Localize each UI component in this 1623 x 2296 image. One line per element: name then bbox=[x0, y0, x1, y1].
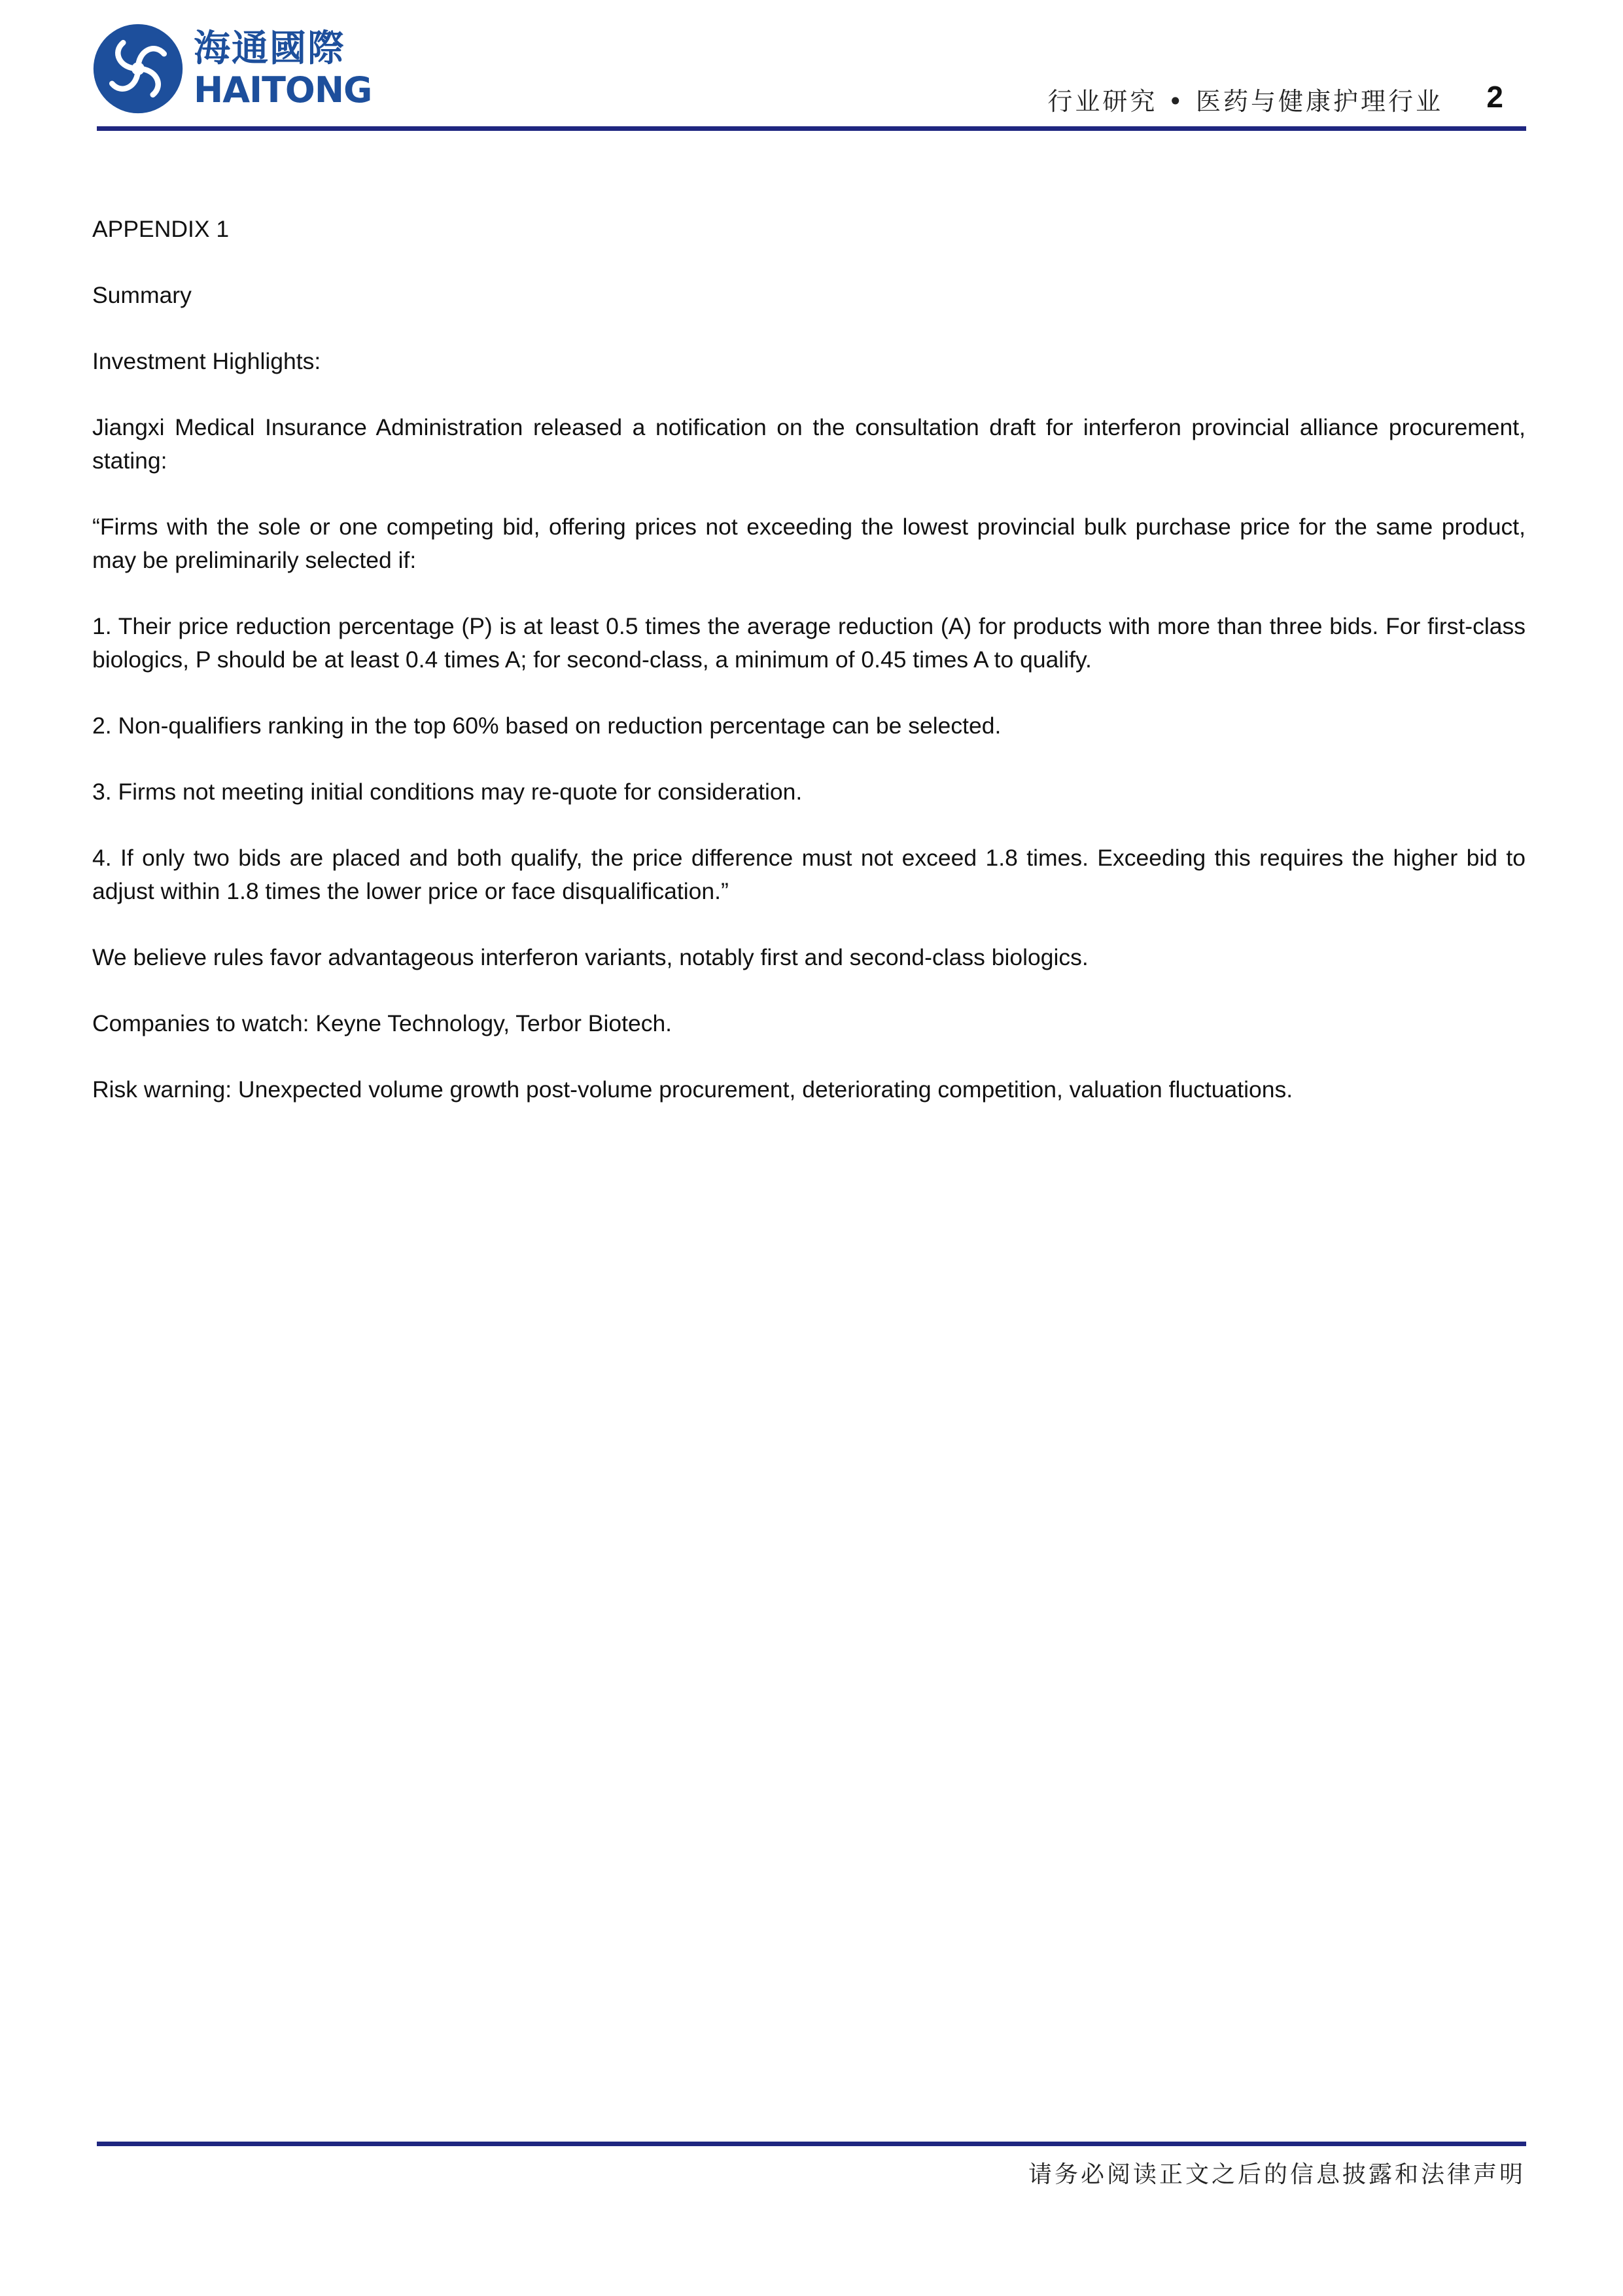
haitong-logo bbox=[92, 20, 372, 118]
disclaimer-note: 请务必阅读正文之后的信息披露和法律声明 bbox=[1028, 2161, 1526, 2188]
logo-chinese-name: 海通國際 bbox=[194, 27, 345, 70]
risk-warning-paragraph: Risk warning: Unexpected volume growth post-volume procurement, deteriorating competition, valuation fluctuations. bbox=[92, 1076, 1293, 1103]
quote-paragraph: “Firms with the sole or one competing bid, offering prices not exceeding the lowest provincial bulk purchase price for the same product, may be preliminarily selected if: bbox=[92, 514, 1526, 573]
report-category: 行业研究 • 医药与健康护理行业 bbox=[1047, 87, 1443, 116]
rule-item-3: 3. Firms not meeting initial conditions may re-quote for consideration. bbox=[92, 779, 803, 805]
highlights-heading: Investment Highlights: bbox=[92, 348, 321, 374]
rule-item-4: 4. If only two bids are placed and both qualify, the price difference must not exceed 1.8 times. Exceeding this requires the higher bid to adjust within 1.8 times the lower price or face disqualification.” bbox=[92, 845, 1526, 904]
report-body bbox=[92, 213, 1526, 1139]
rule-item-2: 2. Non-qualifiers ranking in the top 60% based on reduction percentage can be selected. bbox=[92, 713, 1002, 739]
logo-english-name: HAITONG bbox=[194, 69, 372, 111]
logo-wordmark bbox=[194, 27, 372, 110]
header-divider bbox=[97, 126, 1526, 131]
page-number: 2 bbox=[1486, 80, 1503, 114]
companies-paragraph: Companies to watch: Keyne Technology, Terbor Biotech. bbox=[92, 1010, 672, 1036]
appendix-heading: APPENDIX 1 bbox=[92, 216, 230, 242]
summary-heading: Summary bbox=[92, 282, 192, 308]
rule-item-1: 1. Their price reduction percentage (P) is at least 0.5 times the average reduction (A) for products with more than three bids. For first-class biologics, P should be at least 0.4 times A; for second-class, a minimum of 0.45 times A to qualify. bbox=[92, 613, 1526, 673]
intro-paragraph: Jiangxi Medical Insurance Administration released a notification on the consultation draft for interferon provincial alliance procurement, stating: bbox=[92, 414, 1526, 474]
footer-divider bbox=[97, 2142, 1526, 2146]
haitong-emblem-icon bbox=[92, 22, 184, 115]
opinion-paragraph: We believe rules favor advantageous interferon variants, notably first and second-class biologics. bbox=[92, 944, 1089, 970]
